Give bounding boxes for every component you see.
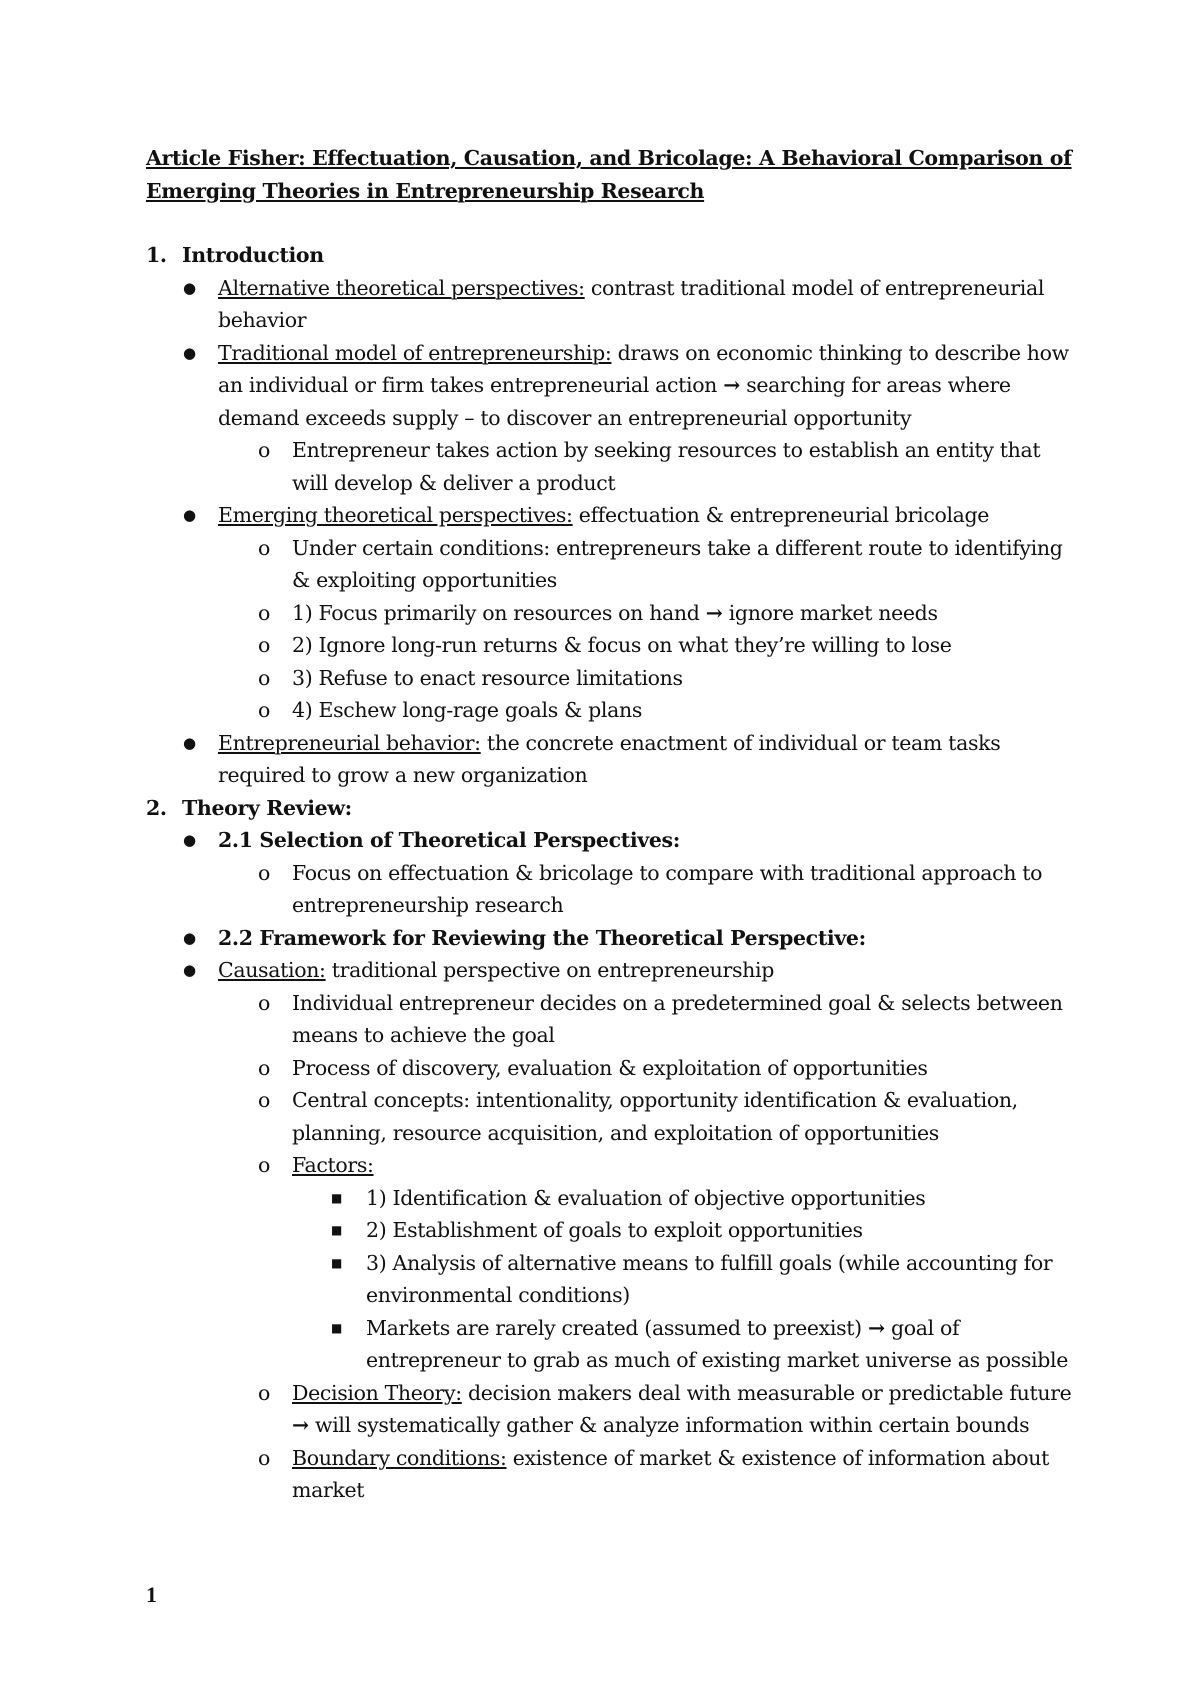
circle-bullet-icon: o [258, 535, 270, 560]
term-text: contrast traditional model of entrepreneurial behavior [218, 275, 1045, 332]
square-bullet-icon: ■ [331, 1255, 342, 1270]
item-text: Individual entrepreneur decides on a predetermined goal & selects between means to achieve the goal [292, 990, 1063, 1047]
bullet-icon: ● [183, 831, 196, 849]
term-label: Boundary conditions: [292, 1445, 507, 1470]
term-text: effectuation & entrepreneurial bricolage [572, 503, 990, 527]
term-label: Traditional model of entrepreneurship: [218, 340, 612, 365]
item-text: 1) Focus primarily on resources on hand [292, 600, 706, 625]
term-text: draws on economic thinking to describe how an individual or firm takes entrepreneurial action [218, 340, 1069, 397]
sub-sub-list-item [146, 1214, 1076, 1247]
arrow-icon: → [705, 600, 723, 625]
bullet-icon: ● [183, 928, 196, 947]
subsection-heading: 2.1 Selection of Theoretical Perspectives: [218, 828, 680, 852]
item-text: 3) Refuse to enact resource limitations [292, 665, 683, 690]
circle-bullet-icon: o [258, 1153, 270, 1177]
circle-bullet-icon: o [258, 860, 270, 885]
term-label: Entrepreneurial behavior: [218, 730, 481, 755]
square-bullet-icon: ■ [331, 1190, 342, 1205]
sub-list-item [146, 857, 1076, 922]
item-text: existence of market & existence of information about market [292, 1445, 1049, 1502]
list-item [146, 954, 1076, 987]
bullet-icon: ● [183, 343, 196, 362]
item-text: Central concepts: intentionality, opportunity identification & evaluation, planning, resource acquisition, and exploitation of opportunities [292, 1088, 1018, 1145]
document-title: Article Fisher: Effectuation, Causation, and Bricolage: A Behavioral Comparison of Emerging Theories in Entrepreneurship Research [146, 146, 1072, 203]
document-body [146, 142, 1076, 1507]
term-text: searching for areas where demand exceeds supply – to discover an entrepreneurial opportunity [218, 373, 1011, 430]
sub-sub-list-item [146, 1247, 1076, 1312]
list-item [146, 337, 1076, 435]
sub-sub-list-item [146, 1182, 1076, 1215]
circle-bullet-icon: o [258, 600, 270, 625]
sub-list-item [146, 434, 1076, 499]
circle-bullet-icon: o [258, 1055, 270, 1080]
sub-list-item [146, 629, 1076, 662]
circle-bullet-icon: o [258, 438, 270, 462]
section-title: Introduction [182, 243, 324, 267]
item-text: 4) Eschew long-rage goals & plans [292, 698, 642, 722]
circle-bullet-icon: o [258, 698, 270, 722]
arrow-icon: → [292, 1413, 309, 1437]
item-text: 2) Ignore long-run returns & focus on what they’re willing to lose [292, 633, 952, 657]
circle-bullet-icon: o [258, 1380, 270, 1405]
term-label: Causation: [218, 958, 326, 982]
circle-bullet-icon: o [258, 633, 270, 657]
sub-list-item [146, 662, 1076, 695]
circle-bullet-icon: o [258, 1445, 270, 1470]
list-item [146, 272, 1076, 337]
list-item [146, 824, 1076, 857]
sub-list-item [146, 694, 1076, 727]
term-label: Factors: [292, 1153, 374, 1177]
arrow-icon: → [723, 373, 741, 397]
item-text: 3) Analysis of alternative means to fulfill goals (while accounting for environmental conditions) [366, 1250, 1053, 1307]
term-label: Alternative theoretical perspectives: [218, 275, 585, 300]
item-text: decision makers deal with measurable or predictable future [461, 1380, 1072, 1405]
item-text: 2) Establishment of goals to exploit opportunities [366, 1218, 863, 1242]
item-text: will systematically gather & analyze information within certain bounds [308, 1413, 1030, 1437]
bullet-icon: ● [183, 961, 196, 979]
item-text: Entrepreneur takes action by seeking resources to establish an entity that will develop & deliver a product [292, 438, 1041, 495]
sub-list-item [146, 1149, 1076, 1182]
sub-list-item [146, 1377, 1076, 1442]
subsection-heading: 2.2 Framework for Reviewing the Theoretical Perspective: [218, 925, 866, 950]
section-title: Theory Review: [182, 795, 352, 820]
list-item [146, 499, 1076, 532]
term-label: Decision Theory: [292, 1380, 462, 1405]
page-number: 1 [146, 1582, 157, 1607]
section-heading [146, 792, 1076, 825]
circle-bullet-icon: o [258, 665, 270, 690]
section-heading [146, 239, 1076, 272]
circle-bullet-icon: o [258, 990, 270, 1015]
sub-list-item [146, 1442, 1076, 1507]
bullet-icon: ● [183, 733, 196, 752]
square-bullet-icon: ■ [331, 1223, 342, 1237]
sub-list-item [146, 1052, 1076, 1085]
sub-list-item [146, 987, 1076, 1052]
item-text: Process of discovery, evaluation & exploitation of opportunities [292, 1055, 928, 1080]
sub-list-item [146, 597, 1076, 630]
item-text: ignore market needs [722, 600, 938, 625]
item-text: 1) Identification & evaluation of objective opportunities [366, 1185, 926, 1210]
item-text: Under certain conditions: entrepreneurs take a different route to identifying & exploiting opportunities [292, 535, 1063, 592]
bullet-icon: ● [183, 278, 196, 297]
sub-sub-list-item [146, 1312, 1076, 1377]
item-text: Markets are rarely created (assumed to preexist) [366, 1315, 868, 1340]
circle-bullet-icon: o [258, 1088, 270, 1112]
sub-list-item [146, 532, 1076, 597]
bullet-icon: ● [183, 506, 196, 524]
square-bullet-icon: ■ [331, 1320, 342, 1335]
section-number: 2. [146, 795, 167, 820]
list-item [146, 727, 1076, 792]
arrow-icon: → [867, 1315, 885, 1340]
term-label: Emerging theoretical perspectives: [218, 503, 573, 527]
term-text: traditional perspective on entrepreneurship [325, 958, 774, 982]
sub-list-item [146, 1084, 1076, 1149]
section-number: 1. [146, 243, 167, 267]
term-text: the concrete enactment of individual or team tasks required to grow a new organization [218, 730, 1001, 787]
list-item [146, 922, 1076, 955]
item-text: goal of entrepreneur to grab as much of existing market universe as possible [366, 1315, 1068, 1372]
item-text: Focus on effectuation & bricolage to compare with traditional approach to entrepreneurship research [292, 860, 1043, 917]
